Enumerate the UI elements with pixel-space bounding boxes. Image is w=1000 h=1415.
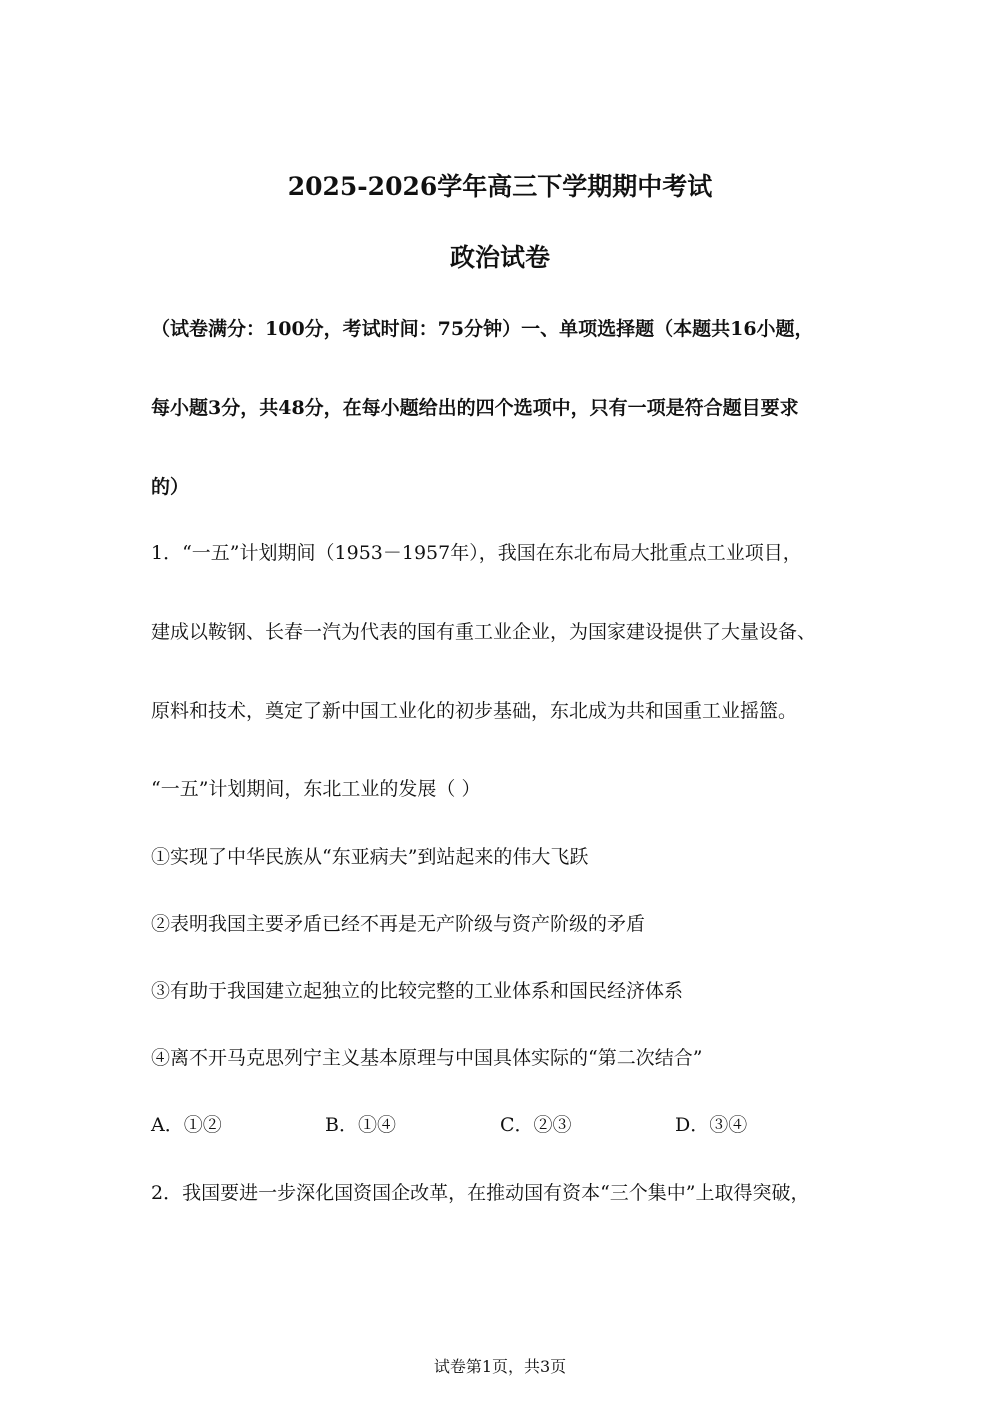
page-footer: 试卷第1页，共3页 (433, 1357, 567, 1376)
answer-option-a: A．①② (151, 1114, 222, 1136)
question-prompt: “一五”计划期间，东北工业的发展（ ） (151, 778, 481, 800)
question-stem-line: 2．我国要进一步深化国资国企改革，在推动国有资本“三个集中”上取得突破， (151, 1182, 810, 1204)
statement-item: ②表明我国主要矛盾已经不再是无产阶级与资产阶级的矛盾 (151, 913, 646, 935)
question-stem-line: 原料和技术，奠定了新中国工业化的初步基础，东北成为共和国重工业摇篮。 (151, 700, 798, 722)
answer-option-c: C．②③ (500, 1114, 572, 1136)
instructions-line: 的） (151, 476, 190, 498)
answer-option-b: B．①④ (325, 1114, 396, 1136)
statement-item: ①实现了中华民族从“东亚病夫”到站起来的伟大飞跃 (151, 846, 589, 868)
exam-subtitle: 政治试卷 (449, 243, 550, 272)
answer-option-d: D．③④ (675, 1114, 748, 1136)
question-stem-line: 1．“一五”计划期间（1953－1957年），我国在东北布局大批重点工业项目， (151, 542, 802, 564)
question-stem-line: 建成以鞍钢、长春一汽为代表的国有重工业企业，为国家建设提供了大量设备、 (151, 621, 817, 643)
exam-title: 2025-2026学年高三下学期期中考试 (287, 172, 713, 201)
statement-item: ④离不开马克思列宁主义基本原理与中国具体实际的“第二次结合” (151, 1047, 703, 1069)
instructions-line: （试卷满分：100分，考试时间：75分钟）一、单项选择题（本题共16小题， (151, 318, 814, 340)
instructions-line: 每小题3分，共48分，在每小题给出的四个选项中，只有一项是符合题目要求 (151, 397, 799, 419)
statement-item: ③有助于我国建立起独立的比较完整的工业体系和国民经济体系 (151, 980, 684, 1002)
